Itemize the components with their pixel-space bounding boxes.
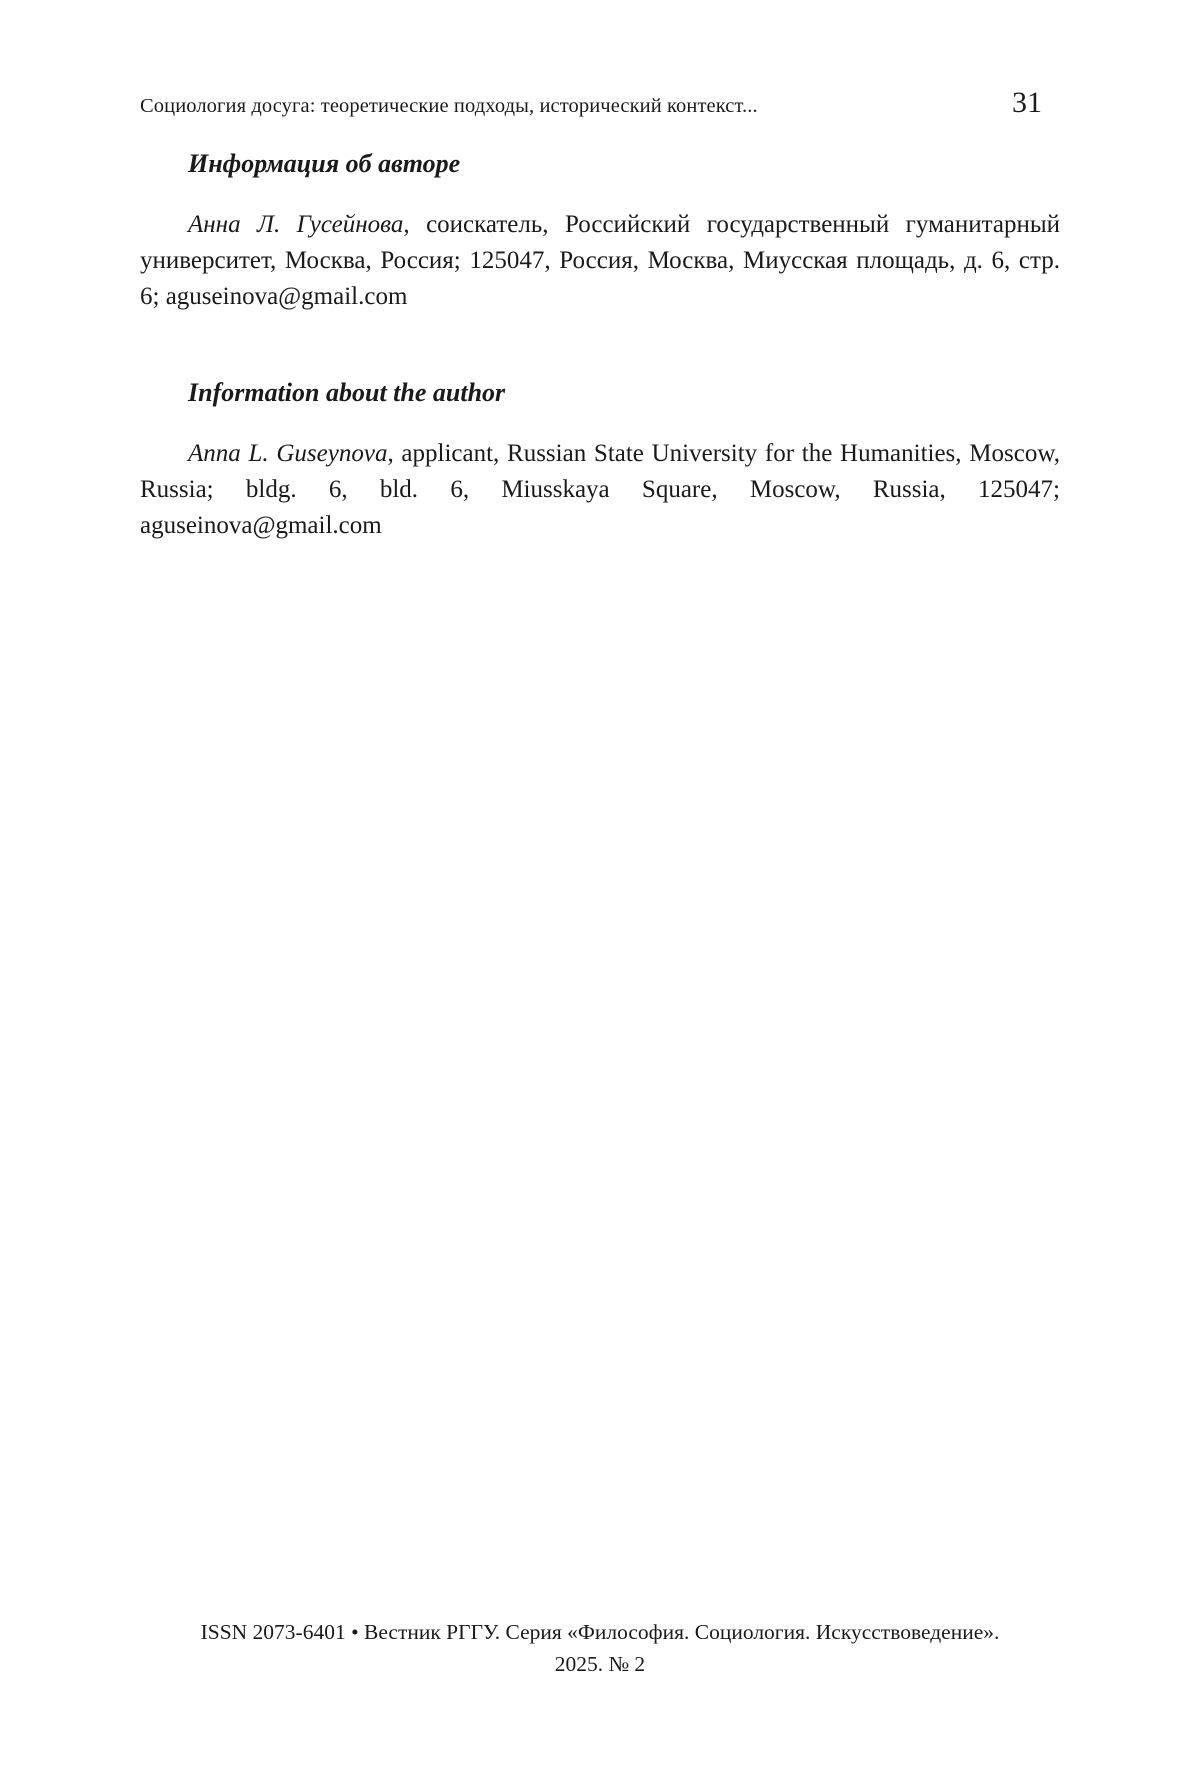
footer-issn-line: ISSN 2073-6401 • Вестник РГГУ. Серия «Философия. Социология. Искусствоведение».: [200, 1619, 1000, 1644]
author-name-en: Anna L. Guseynova: [188, 440, 388, 468]
spacer: [140, 408, 1060, 436]
spacer: [140, 179, 1060, 207]
running-head: [140, 86, 1060, 120]
author-affiliation-ru: , соискатель, Российский государственный гуманитарный университет, Москва, Россия; 125047, Россия, Москва, Миусская площадь, д. 6, стр. 6; aguseinova@gmail.com: [140, 211, 1060, 311]
section-heading-author-info-en: Information about the author: [188, 378, 506, 408]
author-info-paragraph-ru: [140, 207, 1060, 315]
footer-issue-line: 2025. № 2: [554, 1651, 646, 1676]
spacer: [140, 315, 1060, 377]
running-head-title: Социология досуга: теоретические подходы, исторический контекст...: [140, 95, 758, 117]
author-info-paragraph-en: [140, 436, 1060, 544]
page-number: 31: [1012, 86, 1042, 119]
author-affiliation-en: , applicant, Russian State University for the Humanities, Moscow, Russia; bldg. 6, bld. 6, Miusskaya Square, Moscow, Russia, 125047; aguseinova@gmail.com: [140, 440, 1060, 540]
page-content: [140, 148, 1060, 544]
page-footer: [140, 1616, 1060, 1681]
author-name-ru: Анна Л. Гусейнова: [188, 211, 404, 239]
section-heading-author-info-ru: Информация об авторе: [188, 149, 461, 178]
